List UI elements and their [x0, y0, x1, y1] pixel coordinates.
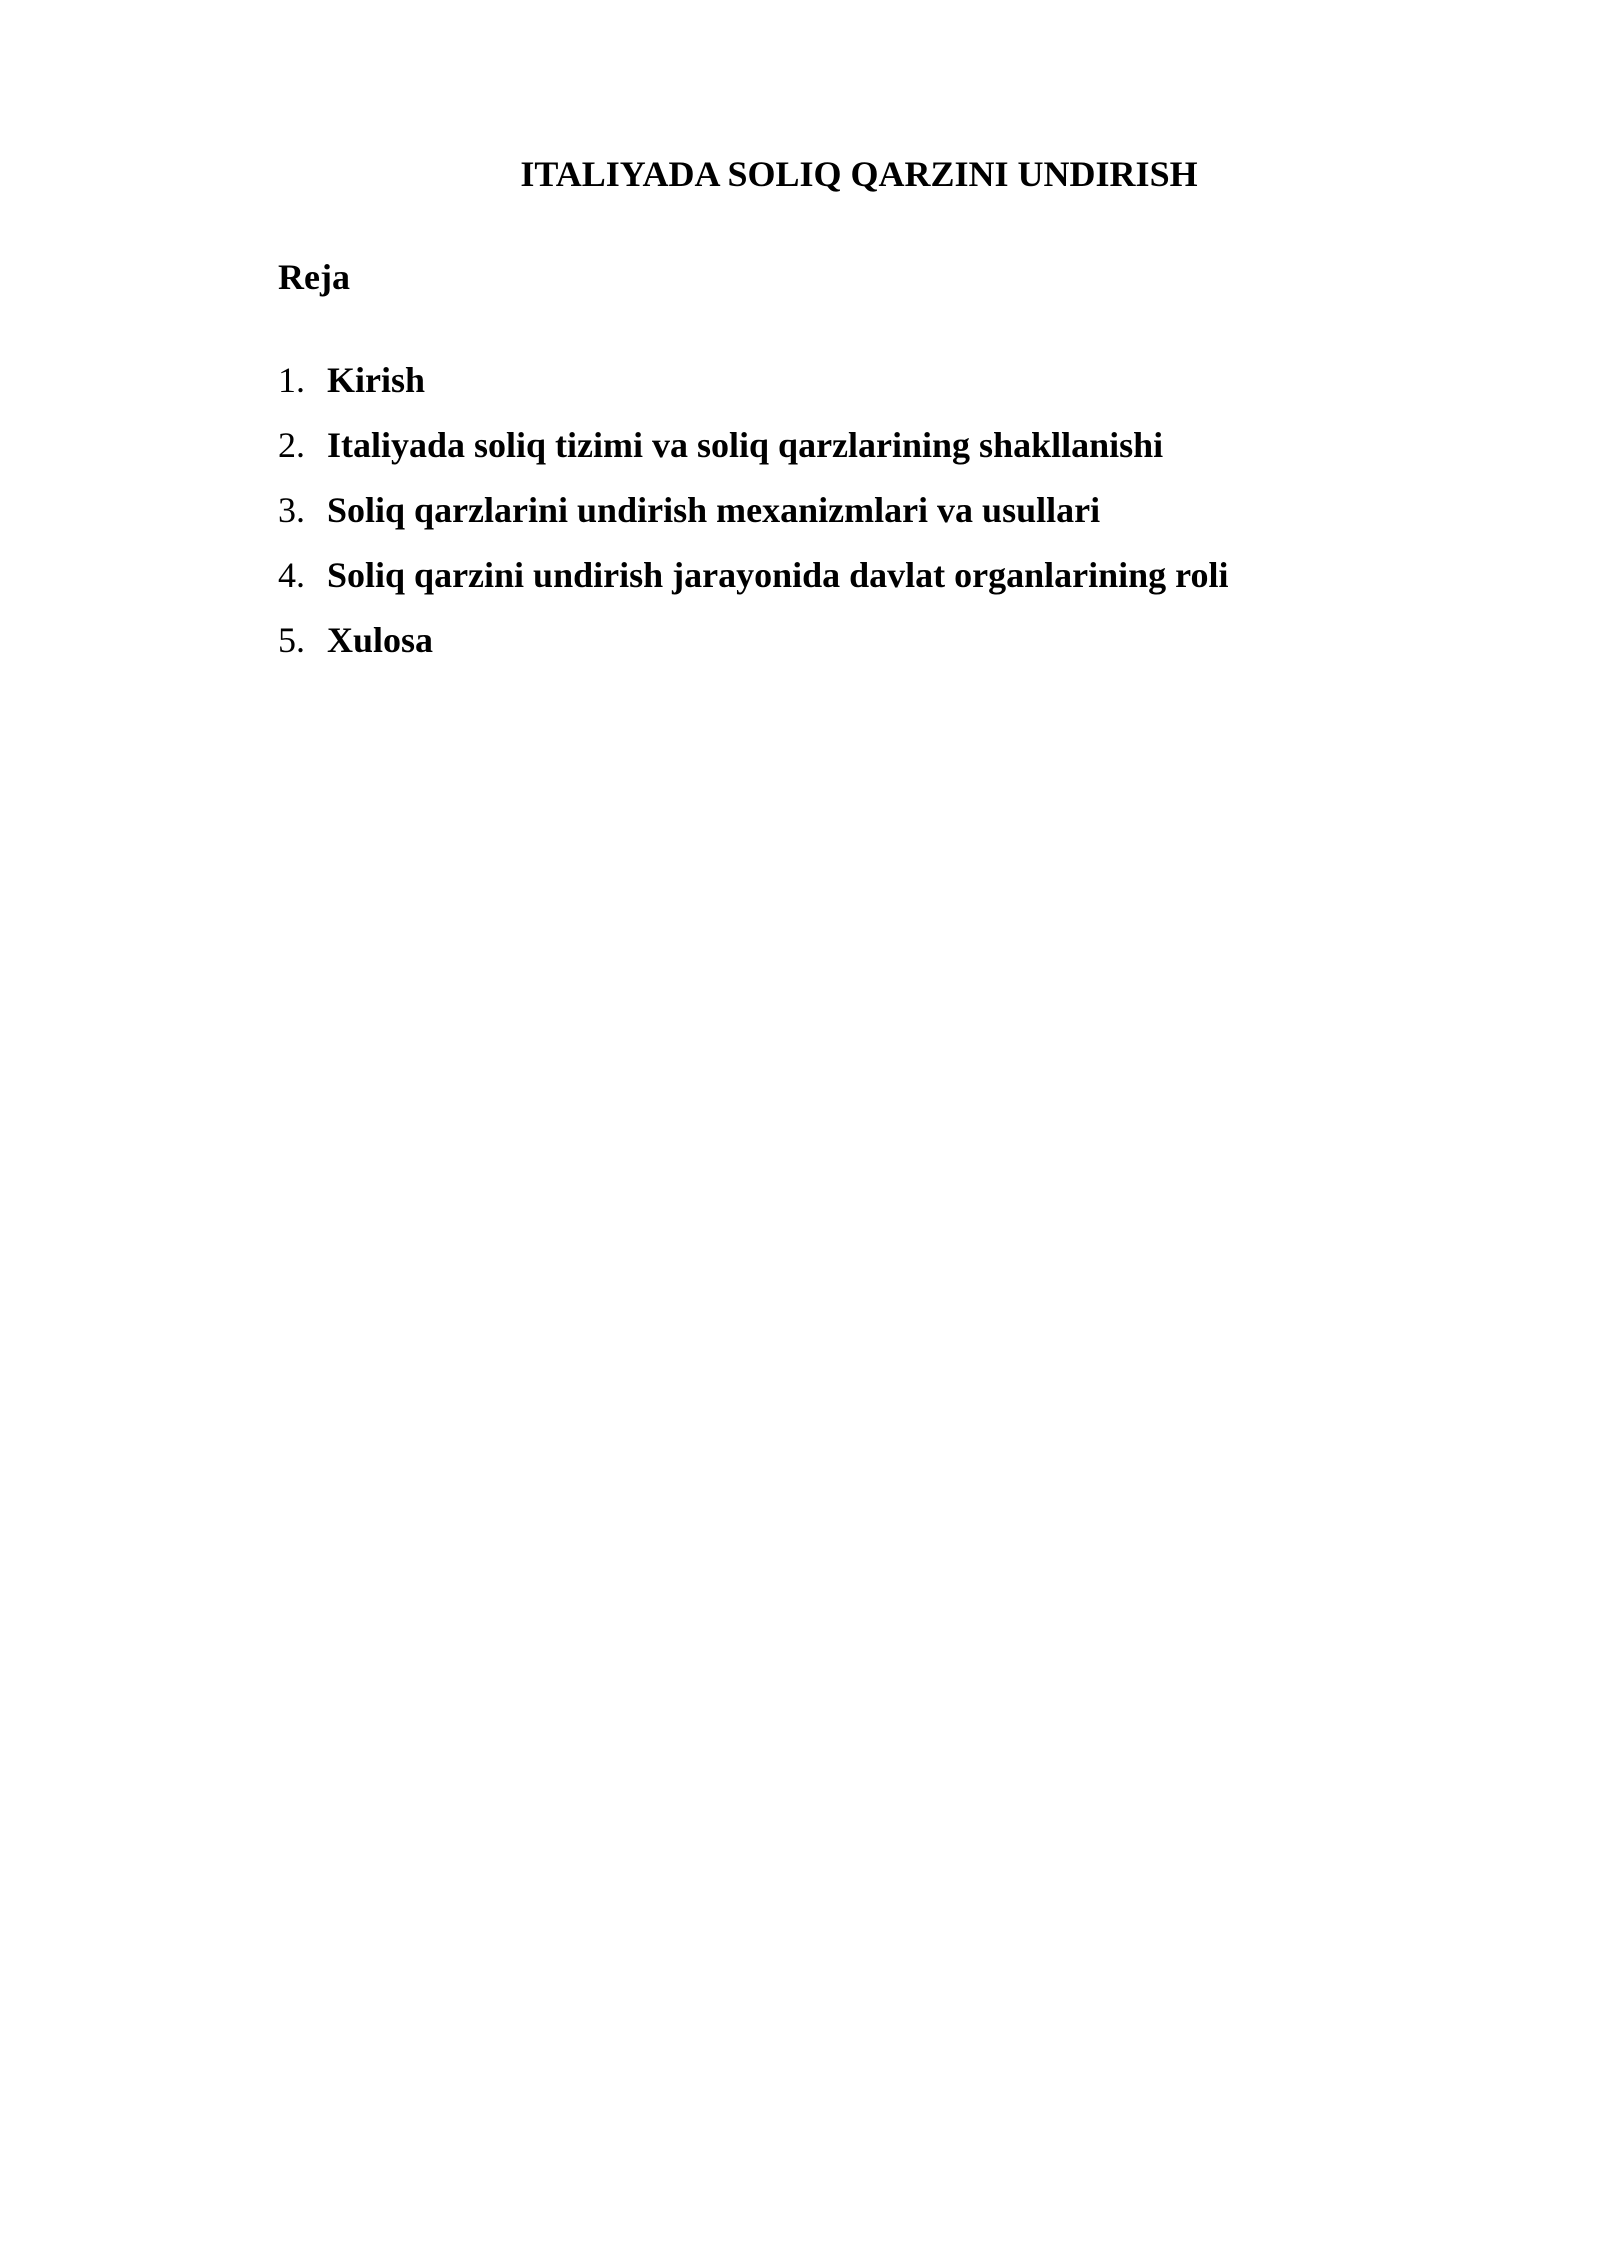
plan-item-number: 5.: [278, 620, 305, 660]
plan-list: [278, 356, 1229, 681]
plan-item-number: 3.: [278, 490, 305, 530]
plan-item: [278, 616, 1229, 681]
plan-item-number: 2.: [278, 425, 305, 465]
plan-item-number: 4.: [278, 555, 305, 595]
plan-item-number: 1.: [278, 360, 305, 400]
plan-item: [278, 356, 1229, 421]
plan-item-text: Kirish: [327, 360, 426, 400]
plan-item: [278, 551, 1229, 616]
plan-heading: Reja: [278, 257, 350, 297]
plan-item-text: Soliq qarzini undirish jarayonida davlat organlarining roli: [327, 555, 1229, 595]
document-title: ITALIYADA SOLIQ QARZINI UNDIRISH: [520, 154, 1198, 194]
plan-item-text: Soliq qarzlarini undirish mexanizmlari va usullari: [327, 490, 1101, 530]
plan-item-text: Xulosa: [327, 620, 434, 660]
plan-item: [278, 486, 1229, 551]
plan-item-text: Italiyada soliq tizimi va soliq qarzlarining shakllanishi: [327, 425, 1164, 465]
plan-item: [278, 421, 1229, 486]
